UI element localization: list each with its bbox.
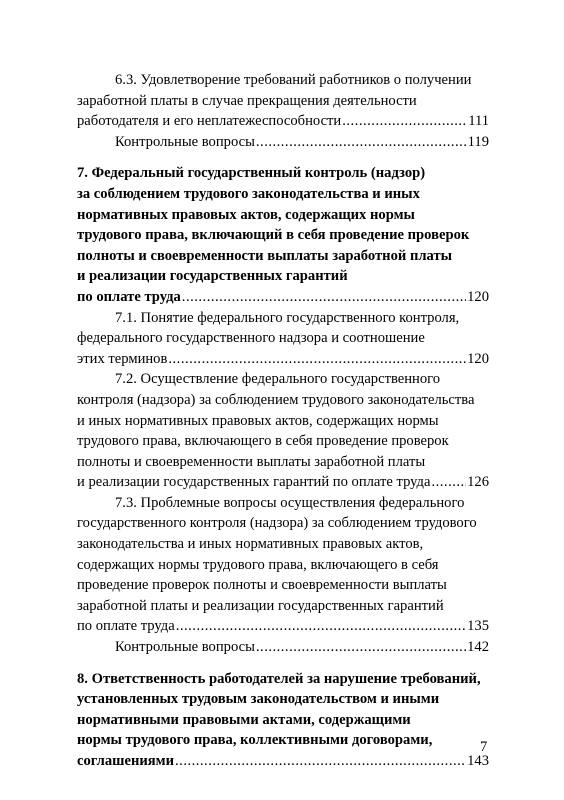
toc-entry-line: трудового права, включающий в себя проведение проверок [77,227,470,244]
toc-page-number: 120 [467,288,489,305]
toc-entry-ctrl [77,637,489,658]
dot-leader [176,616,466,637]
toc-entry-line: законодательства и иных нормативных правовых актов, [77,536,424,553]
table-of-contents [77,70,489,772]
toc-entry-chapter [77,163,489,307]
toc-entry-line: установленных трудовым законодательством и иными [77,691,440,708]
toc-entry-line: 6.3. Удовлетворение требований работников о получении [115,72,472,88]
dot-leader [431,472,466,493]
toc-entry-line: заработной платы и реализации государственных гарантий [77,597,444,614]
toc-entry-line: нормы трудового права, коллективными договорами, [77,732,433,749]
toc-page-number: 135 [467,618,489,635]
toc-page-number: 126 [467,474,489,491]
toc-entry-line: проведение проверок полноты и своевременности выплаты [77,577,447,594]
toc-entry-line: государственного контроля (надзора) за соблюдением трудового [77,515,477,532]
toc-entry-title-end: по оплате труда [77,288,181,305]
toc-entry-leader-line [77,287,489,308]
toc-entry-title-end: и реализации государственных гарантий по оплате труда [77,474,431,491]
toc-entry-line: нормативных правовых актов, содержащих нормы [77,206,415,223]
toc-entry-sub [77,369,489,493]
toc-entry-leader-line [77,751,489,772]
toc-entry-line: и иных нормативных правовых актов, содержащих нормы [77,412,439,429]
dot-leader [182,287,466,308]
toc-page-number: 119 [467,133,489,150]
toc-entry-leader-line [77,132,489,153]
toc-entry-title-end: этих терминов [77,350,168,367]
toc-entry-leader-line [77,472,489,493]
toc-entry-line: нормативными правовыми актами, содержащими [77,711,411,728]
toc-entry-leader-line [77,637,489,658]
toc-entry-sub [77,308,489,370]
toc-entry-line: за соблюдением трудового законодательства и иных [77,185,420,202]
toc-entry-chapter [77,669,489,772]
toc-entry-line: 8. Ответственность работодателей за нарушение требований, [77,670,481,687]
toc-page-number: 111 [468,113,489,130]
toc-entry-line: контроля (надзора) за соблюдением трудового законодательства [77,391,475,408]
dot-leader [342,111,467,132]
toc-page-number: 142 [467,639,489,656]
dot-leader [256,637,466,658]
toc-entry-leader-line [77,616,489,637]
dot-leader [256,132,467,153]
toc-entry-line: 7.3. Проблемные вопросы осуществления федерального [115,494,465,511]
toc-entry-line: федерального государственного надзора и соотношение [77,330,425,347]
toc-page-number: 120 [467,350,489,367]
dot-leader [175,751,466,772]
toc-entry-title-end: по оплате труда [77,618,175,635]
toc-entry-line: 7.1. Понятие федерального государственного контроля, [115,309,460,326]
toc-entry-title-end: Контрольные вопросы [115,133,255,150]
toc-entry-sub [77,70,489,132]
toc-page-number: 143 [467,753,489,769]
toc-entry-leader-line [77,111,489,132]
toc-entry-sub [77,493,489,637]
toc-entry-line: содержащих нормы трудового права, включающего в себя [77,556,439,573]
toc-entry-title-end: работодателя и его неплатежеспособности [77,113,342,130]
toc-entry-line: полноты и своевременности выплаты заработной платы [77,453,426,470]
page-number: 7 [480,739,488,755]
toc-entry-line: заработной платы в случае прекращения деятельности [77,92,417,109]
toc-entry-leader-line [77,349,489,370]
toc-entry-ctrl [77,132,489,153]
dot-leader [168,349,466,370]
toc-entry-line: и реализации государственных гарантий [77,268,348,285]
toc-entry-line: 7. Федеральный государственный контроль (надзор) [77,165,426,182]
toc-entry-title-end: соглашениями [77,753,175,769]
toc-entry-line: полноты и своевременности выплаты заработной платы [77,247,453,264]
toc-entry-line: 7.2. Осуществление федерального государственного [115,371,441,388]
toc-entry-title-end: Контрольные вопросы [115,639,255,656]
toc-entry-line: трудового права, включающего в себя проведение проверок [77,433,449,450]
